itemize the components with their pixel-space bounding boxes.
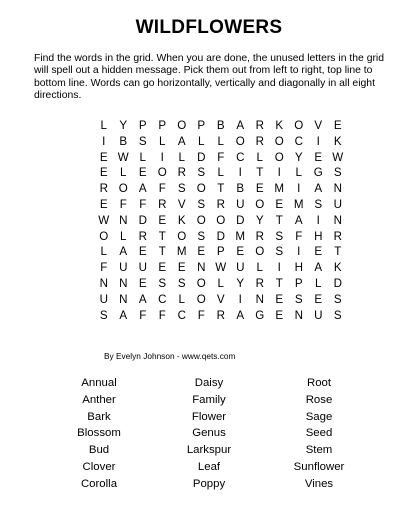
grid-row — [94, 134, 348, 150]
grid-letter: U — [236, 261, 245, 275]
grid-letter: F — [217, 150, 225, 164]
grid-letter: R — [255, 276, 264, 290]
grid-letter: S — [197, 166, 206, 180]
grid-letter: C — [294, 134, 303, 148]
grid-letter: P — [138, 119, 147, 132]
grid-letter: R — [255, 119, 264, 132]
grid-letter: O — [157, 166, 167, 180]
grid-row — [94, 118, 348, 134]
grid-letter: W — [98, 213, 110, 227]
grid-letter: D — [138, 213, 147, 227]
grid-row — [94, 244, 348, 260]
grid-letter: L — [256, 261, 263, 275]
grid-letter: I — [102, 134, 106, 148]
grid-row — [94, 308, 348, 324]
word-column — [264, 375, 374, 493]
grid-letter: S — [333, 292, 342, 306]
grid-letter: H — [314, 229, 323, 243]
grid-row — [94, 197, 348, 213]
grid-letter: W — [215, 261, 227, 275]
word-item: Bark — [87, 410, 111, 423]
grid-letter: O — [196, 182, 206, 196]
grid-letter: A — [119, 245, 128, 259]
grid-letter: I — [297, 182, 301, 196]
grid-letter: E — [275, 308, 284, 322]
grid-letter: S — [275, 229, 284, 243]
word-item: Daisy — [194, 377, 224, 389]
grid-letter: S — [177, 276, 186, 290]
grid-letter: E — [314, 245, 323, 259]
grid-letter: D — [333, 276, 342, 290]
grid-letter: F — [158, 308, 166, 322]
grid-letter: O — [196, 213, 206, 227]
grid-letter: T — [275, 213, 283, 227]
word-item: Clover — [82, 460, 116, 473]
grid-letter: I — [277, 166, 281, 180]
grid-letter: F — [197, 308, 205, 322]
grid-letter: P — [197, 119, 206, 132]
grid-letter: U — [236, 197, 245, 211]
grid-letter: L — [100, 119, 107, 132]
grid-letter: D — [236, 213, 245, 227]
grid-letter: N — [99, 276, 108, 290]
letter-grid — [94, 118, 348, 323]
grid-letter: N — [119, 292, 128, 306]
grid-letter: R — [158, 197, 167, 211]
grid-letter: O — [274, 150, 284, 164]
grid-letter: F — [139, 308, 147, 322]
grid-letter: T — [217, 182, 225, 196]
word-item: Bud — [88, 444, 110, 457]
grid-letter: S — [333, 308, 342, 322]
grid-row — [94, 181, 348, 197]
grid-letter: O — [255, 245, 265, 259]
grid-letter: S — [138, 134, 147, 148]
grid-letter: Y — [236, 276, 245, 290]
grid-letter: M — [274, 182, 285, 196]
grid-letter: O — [177, 119, 187, 132]
word-column — [44, 375, 154, 493]
grid-letter: S — [197, 197, 206, 211]
word-item: Seed — [305, 427, 333, 440]
grid-letter: L — [217, 166, 224, 180]
grid-letter: L — [256, 150, 263, 164]
grid-letter: O — [255, 197, 265, 211]
grid-letter: O — [216, 213, 226, 227]
grid-letter: R — [216, 308, 225, 322]
grid-letter: E — [138, 245, 147, 259]
grid-letter: B — [236, 182, 245, 196]
grid-letter: L — [295, 166, 302, 180]
grid-letter: N — [255, 292, 264, 306]
grid-letter: H — [294, 261, 303, 275]
page-title: WILDFLOWERS — [135, 17, 283, 38]
grid-letter: E — [275, 292, 284, 306]
grid-row — [94, 292, 348, 308]
grid-letter: L — [315, 276, 322, 290]
grid-letter: L — [159, 134, 166, 148]
grid-letter: S — [197, 229, 206, 243]
grid-letter: A — [138, 292, 147, 306]
word-item: Larkspur — [186, 444, 232, 457]
grid-row — [94, 213, 348, 229]
grid-letter: F — [139, 197, 147, 211]
grid-row — [94, 150, 348, 166]
grid-letter: D — [197, 150, 206, 164]
grid-letter: L — [178, 150, 185, 164]
grid-letter: E — [99, 166, 108, 180]
grid-letter: O — [177, 229, 187, 243]
grid-letter: U — [333, 197, 342, 211]
grid-letter: L — [120, 166, 127, 180]
grid-letter: R — [177, 166, 186, 180]
grid-letter: U — [138, 261, 147, 275]
grid-letter: R — [216, 197, 225, 211]
grid-letter: N — [119, 213, 128, 227]
grid-letter: F — [100, 261, 108, 275]
grid-letter: O — [99, 229, 109, 243]
grid-letter: I — [316, 213, 320, 227]
grid-letter: L — [217, 134, 224, 148]
grid-letter: E — [158, 213, 167, 227]
grid-letter: M — [235, 229, 246, 243]
word-item: Genus — [192, 427, 226, 440]
grid-letter: K — [177, 213, 186, 227]
grid-letter: E — [99, 197, 108, 211]
grid-letter: A — [177, 134, 186, 148]
grid-letter: P — [216, 245, 225, 259]
grid-letter: B — [119, 134, 128, 148]
grid-letter: P — [294, 276, 303, 290]
grid-letter: U — [99, 292, 108, 306]
grid-letter: L — [120, 229, 127, 243]
grid-letter: E — [255, 182, 264, 196]
word-list — [44, 375, 374, 493]
grid-letter: F — [119, 197, 127, 211]
grid-letter: O — [294, 119, 304, 132]
grid-row — [94, 165, 348, 181]
grid-letter: S — [99, 308, 108, 322]
grid-letter: V — [216, 292, 225, 306]
word-item: Sunflower — [293, 460, 345, 473]
word-item: Corolla — [80, 477, 118, 490]
grid-letter: O — [235, 134, 245, 148]
grid-letter: E — [158, 261, 167, 275]
grid-letter: A — [294, 213, 303, 227]
grid-letter: D — [216, 229, 225, 243]
grid-letter: R — [255, 134, 264, 148]
grid-letter: C — [158, 292, 167, 306]
grid-letter: I — [277, 261, 281, 275]
grid-letter: A — [138, 182, 147, 196]
grid-letter: O — [196, 276, 206, 290]
grid-letter: E — [99, 150, 108, 164]
grid-letter: K — [333, 134, 342, 148]
grid-letter: B — [216, 119, 225, 132]
grid-letter: I — [238, 292, 242, 306]
grid-letter: R — [99, 182, 108, 196]
grid-letter: E — [138, 166, 147, 180]
word-item: Vines — [304, 477, 334, 490]
word-item: Rose — [305, 393, 333, 406]
grid-letter: E — [197, 245, 206, 259]
grid-letter: L — [178, 292, 185, 306]
grid-letter: I — [238, 166, 242, 180]
grid-letter: R — [333, 229, 342, 243]
grid-letter: A — [236, 308, 245, 322]
grid-letter: L — [139, 150, 146, 164]
grid-letter: N — [333, 213, 342, 227]
grid-letter: R — [138, 229, 147, 243]
word-item: Anther — [82, 393, 116, 406]
grid-letter: M — [176, 245, 187, 259]
grid-letter: S — [314, 197, 323, 211]
grid-letter: V — [314, 119, 323, 132]
grid-letter: C — [177, 308, 186, 322]
word-item: Annual — [81, 377, 117, 389]
grid-letter: U — [119, 261, 128, 275]
word-item: Sage — [305, 410, 333, 423]
grid-letter: E — [236, 245, 245, 259]
grid-letter: S — [158, 276, 167, 290]
grid-letter: T — [158, 245, 166, 259]
grid-letter: O — [274, 134, 284, 148]
grid-letter: E — [275, 197, 284, 211]
grid-letter: E — [333, 119, 342, 132]
grid-letter: C — [236, 150, 245, 164]
grid-letter: E — [314, 292, 323, 306]
grid-letter: N — [333, 182, 342, 196]
grid-letter: T — [275, 276, 283, 290]
grid-letter: I — [316, 134, 320, 148]
grid-letter: A — [236, 119, 245, 132]
grid-letter: Y — [255, 213, 264, 227]
grid-letter: W — [332, 150, 344, 164]
grid-letter: N — [119, 276, 128, 290]
grid-row — [94, 229, 348, 245]
grid-letter: M — [293, 197, 304, 211]
grid-letter: N — [294, 308, 303, 322]
word-column — [154, 375, 264, 493]
grid-letter: K — [275, 119, 284, 132]
grid-letter: Y — [294, 150, 303, 164]
grid-letter: L — [217, 276, 224, 290]
grid-letter: I — [297, 245, 301, 259]
grid-row — [94, 276, 348, 292]
word-item: Family — [192, 393, 226, 406]
grid-letter: G — [255, 308, 265, 322]
grid-letter: Y — [119, 119, 128, 132]
grid-letter: A — [119, 308, 128, 322]
grid-letter: P — [158, 119, 167, 132]
word-item: Blossom — [77, 427, 121, 440]
grid-letter: S — [294, 292, 303, 306]
grid-letter: E — [138, 276, 147, 290]
grid-row — [94, 260, 348, 276]
grid-letter: R — [255, 229, 264, 243]
grid-letter: T — [256, 166, 264, 180]
grid-letter: A — [314, 261, 323, 275]
grid-letter: O — [118, 182, 128, 196]
instructions-text: Find the words in the grid. When you are done, the unused letters in the grid will spell out a hidden message. Pick them out from left to right, top line to bottom line. Words can go horizontally, vertically and diagonally in all eight directions. — [34, 53, 385, 102]
grid-letter: A — [314, 182, 323, 196]
grid-letter: T — [158, 229, 166, 243]
grid-letter: W — [117, 150, 129, 164]
grid-letter: K — [333, 261, 342, 275]
grid-letter: U — [314, 308, 323, 322]
grid-letter: F — [158, 182, 166, 196]
grid-letter: S — [177, 182, 186, 196]
grid-letter: S — [275, 245, 284, 259]
grid-letter: N — [197, 261, 206, 275]
grid-letter: E — [177, 261, 186, 275]
grid-letter: G — [313, 166, 323, 180]
grid-letter: E — [314, 150, 323, 164]
word-item: Poppy — [192, 477, 226, 490]
grid-letter: T — [334, 245, 342, 259]
grid-letter: L — [198, 134, 205, 148]
grid-letter: F — [295, 229, 303, 243]
byline: By Evelyn Johnson - www.qets.com — [104, 351, 236, 361]
word-item: Flower — [191, 410, 227, 423]
grid-letter: S — [333, 166, 342, 180]
grid-letter: L — [100, 245, 107, 259]
word-item: Leaf — [197, 460, 221, 473]
grid-letter: O — [196, 292, 206, 306]
word-item: Stem — [305, 444, 333, 457]
grid-letter: I — [160, 150, 164, 164]
grid-letter: V — [177, 197, 186, 211]
word-item: Root — [306, 377, 332, 389]
